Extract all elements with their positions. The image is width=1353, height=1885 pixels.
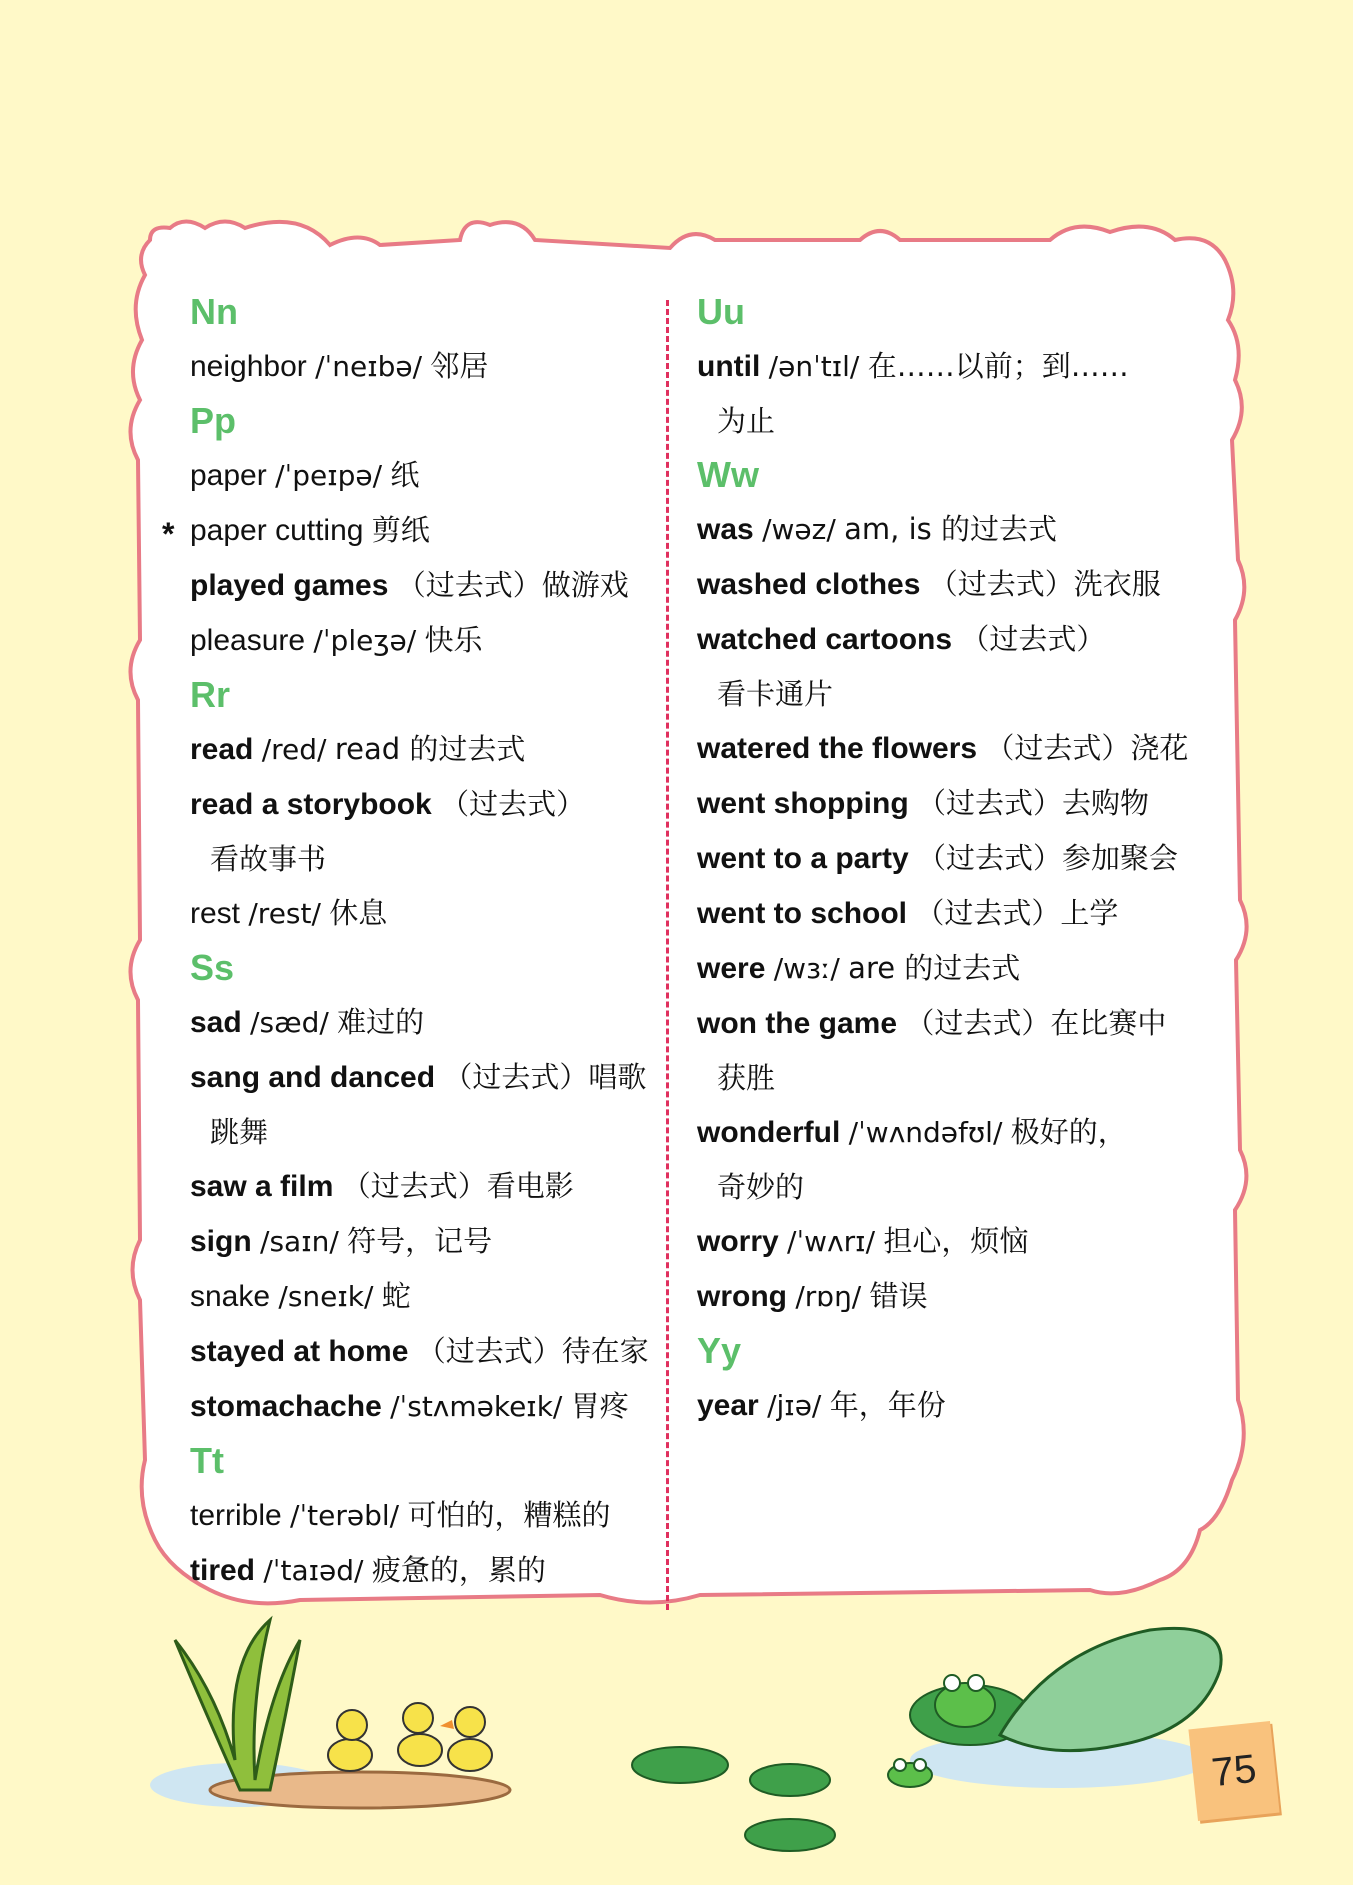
word: paper xyxy=(190,459,267,492)
meaning: 错误 xyxy=(869,1279,928,1313)
word: was xyxy=(697,513,754,546)
phonetic: /ˈwʌndəfʊl/ xyxy=(848,1116,1003,1149)
phonetic: /ˈpeɪpə/ xyxy=(275,459,383,492)
entry-paper xyxy=(190,448,660,503)
entry-saw-a-film xyxy=(190,1159,660,1214)
entry-stayed-at-home xyxy=(190,1324,660,1379)
word: rest xyxy=(190,897,241,930)
word: went to a party xyxy=(697,842,909,875)
phonetic: /wɜː/ xyxy=(773,952,840,985)
meaning: （过去式）参加聚会 xyxy=(917,841,1179,875)
entry-paper-cutting xyxy=(162,503,660,558)
phonetic: /rɒŋ/ xyxy=(795,1280,862,1313)
entry-sign xyxy=(190,1214,660,1269)
meaning: （过去式） xyxy=(440,787,586,821)
entry-wonderful xyxy=(697,1105,1217,1214)
letter-heading-n: Nn xyxy=(190,291,238,332)
reed-plant xyxy=(175,1620,300,1790)
meaning: （过去式）做游戏 xyxy=(396,568,629,602)
phonetic: /ˈneɪbə/ xyxy=(315,350,423,383)
letter-heading-y: Yy xyxy=(697,1330,742,1371)
meaning: are 的过去式 xyxy=(848,951,1021,985)
word: year xyxy=(697,1389,759,1422)
phonetic: /sæd/ xyxy=(250,1006,329,1039)
phonetic: /ˈtaɪəd/ xyxy=(263,1554,364,1587)
entry-played-games xyxy=(190,558,660,613)
word: sang and danced xyxy=(190,1061,436,1094)
word: neighbor xyxy=(190,350,307,383)
phonetic: /jɪə/ xyxy=(767,1389,822,1422)
letter-heading-s: Ss xyxy=(190,947,235,988)
meaning: 极好的， xyxy=(1010,1115,1127,1149)
word: snake xyxy=(190,1280,271,1313)
meaning: 休息 xyxy=(329,896,388,930)
frog-in-water xyxy=(888,1759,932,1787)
meaning-continued: 看卡通片 xyxy=(717,677,834,711)
duckling-1 xyxy=(328,1710,372,1771)
entry-rest xyxy=(190,886,660,941)
entry-sad xyxy=(190,995,660,1050)
lily-pad-2 xyxy=(750,1764,830,1796)
meaning: 在……以前；到…… xyxy=(867,349,1129,383)
entry-neighbor xyxy=(190,339,660,394)
frog-on-leaf xyxy=(935,1675,995,1727)
entry-pleasure xyxy=(190,613,660,668)
entry-was xyxy=(697,502,1217,557)
entry-worry xyxy=(697,1214,1217,1269)
meaning: 疲惫的，累的 xyxy=(371,1553,546,1587)
meaning-continued: 获胜 xyxy=(717,1061,776,1095)
right-column xyxy=(697,285,1217,1433)
meaning-continued: 为止 xyxy=(717,404,776,438)
word: went to school xyxy=(697,897,907,930)
lily-pad-1 xyxy=(632,1747,728,1783)
meaning-continued: 跳舞 xyxy=(210,1115,269,1149)
meaning: read 的过去式 xyxy=(334,732,526,766)
entry-went-to-a-party xyxy=(697,831,1217,886)
meaning: （过去式） xyxy=(960,622,1106,656)
meaning: （过去式）去购物 xyxy=(916,786,1149,820)
word: worry xyxy=(697,1225,779,1258)
entry-terrible xyxy=(190,1488,660,1543)
word: watered the flowers xyxy=(697,732,978,765)
meaning: （过去式）唱歌 xyxy=(443,1060,647,1094)
meaning: 邻居 xyxy=(430,349,489,383)
word: played games xyxy=(190,569,389,602)
letter-heading-u: Uu xyxy=(697,291,745,332)
entry-went-shopping xyxy=(697,776,1217,831)
phonetic: /ˈwʌrɪ/ xyxy=(787,1225,875,1258)
word: read a storybook xyxy=(190,788,432,821)
meaning: （过去式）看电影 xyxy=(341,1169,574,1203)
left-column xyxy=(162,285,660,1598)
meaning-continued: 奇妙的 xyxy=(717,1170,805,1204)
lily-pad-3 xyxy=(745,1819,835,1851)
word: pleasure xyxy=(190,624,306,657)
meaning: 纸 xyxy=(390,458,420,492)
meaning: am, is 的过去式 xyxy=(844,512,1057,546)
phonetic: /sneɪk/ xyxy=(278,1280,374,1313)
letter-heading-w: Ww xyxy=(697,454,759,495)
entry-year xyxy=(697,1378,1217,1433)
entry-tired xyxy=(190,1543,660,1598)
column-divider xyxy=(666,300,669,1610)
phonetic: /red/ xyxy=(261,733,327,766)
word: until xyxy=(697,350,761,383)
letter-heading-p: Pp xyxy=(190,400,237,441)
letter-heading-t: Tt xyxy=(190,1440,224,1481)
word: watched cartoons xyxy=(697,623,953,656)
page-number: 75 xyxy=(1188,1721,1279,1821)
entry-wrong xyxy=(697,1269,1217,1324)
meaning: 难过的 xyxy=(337,1005,425,1039)
letter-heading-r: Rr xyxy=(190,674,231,715)
word: sad xyxy=(190,1006,242,1039)
word: terrible xyxy=(190,1499,282,1532)
phonetic: /rest/ xyxy=(248,897,321,930)
word: wrong xyxy=(697,1280,787,1313)
meaning: 可怕的，糟糕的 xyxy=(407,1498,611,1532)
meaning: 剪纸 xyxy=(371,513,430,547)
meaning: 符号，记号 xyxy=(347,1224,493,1258)
meaning: （过去式）上学 xyxy=(915,896,1119,930)
phonetic: /saɪn/ xyxy=(260,1225,339,1258)
meaning: 胃疼 xyxy=(570,1389,629,1423)
entry-read-a-storybook xyxy=(190,777,660,886)
word: went shopping xyxy=(697,787,909,820)
meaning: 年，年份 xyxy=(829,1388,946,1422)
entry-won-the-game xyxy=(697,996,1217,1105)
phonetic: /ˈterəbl/ xyxy=(290,1499,400,1532)
meaning: （过去式）洗衣服 xyxy=(928,567,1161,601)
entry-until xyxy=(697,339,1217,448)
phonetic: /wəz/ xyxy=(762,513,836,546)
entry-watched-cartoons xyxy=(697,612,1217,721)
word: read xyxy=(190,733,254,766)
entry-went-to-school xyxy=(697,886,1217,941)
entry-stomachache xyxy=(190,1379,660,1434)
meaning: 蛇 xyxy=(381,1279,411,1313)
entry-sang-and-danced xyxy=(190,1050,660,1159)
entry-were xyxy=(697,941,1217,996)
star-mark-icon: * xyxy=(162,516,175,552)
meaning: （过去式）浇花 xyxy=(985,731,1189,765)
word: stomachache xyxy=(190,1390,382,1423)
word: paper cutting xyxy=(190,514,364,547)
phonetic: /ˈstʌməkeɪk/ xyxy=(390,1390,563,1423)
phonetic: /ˈpleʒə/ xyxy=(313,624,417,657)
word: saw a film xyxy=(190,1170,334,1203)
word: were xyxy=(697,952,766,985)
entry-watered-the-flowers xyxy=(697,721,1217,776)
duckling-2 xyxy=(398,1703,442,1766)
word: stayed at home xyxy=(190,1335,409,1368)
duckling-3 xyxy=(440,1707,492,1771)
word: tired xyxy=(190,1554,256,1587)
word: wonderful xyxy=(697,1116,841,1149)
meaning: （过去式）待在家 xyxy=(416,1334,649,1368)
meaning: 担心，烦恼 xyxy=(883,1224,1029,1258)
entry-snake xyxy=(190,1269,660,1324)
meaning-continued: 看故事书 xyxy=(210,842,327,876)
phonetic: /ənˈtɪl/ xyxy=(768,350,860,383)
meaning: （过去式）在比赛中 xyxy=(905,1006,1167,1040)
word: washed clothes xyxy=(697,568,921,601)
meaning: 快乐 xyxy=(424,623,483,657)
word: sign xyxy=(190,1225,252,1258)
entry-washed-clothes xyxy=(697,557,1217,612)
entry-read xyxy=(190,722,660,777)
word: won the game xyxy=(697,1007,898,1040)
